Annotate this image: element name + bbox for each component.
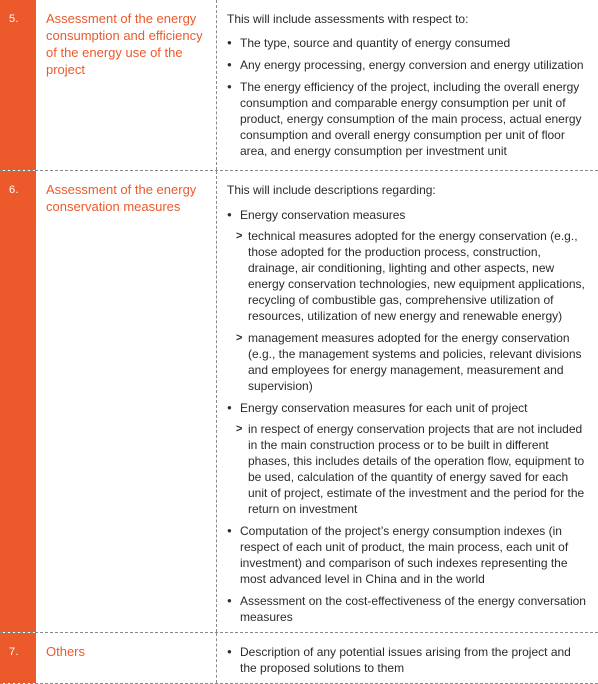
- row-number-cell: [0, 171, 36, 632]
- sub-list: [236, 421, 589, 517]
- row-number-cell: [0, 0, 36, 170]
- row-description: [227, 182, 589, 631]
- row-title: Assessment of the energy consumption and efficiency of the energy use of the project: [46, 11, 203, 77]
- column-divider: [216, 0, 217, 170]
- bullet-item: ● Description of any potential issues arising from the project and the proposed solutions to them: [227, 644, 589, 676]
- row-description: [227, 11, 589, 165]
- table-row: [0, 171, 598, 633]
- description-intro: This will include descriptions regarding:: [227, 183, 436, 197]
- column-divider: [216, 633, 217, 683]
- bullet-list: [227, 644, 589, 676]
- arrow-icon: >: [236, 230, 243, 242]
- table-row: [0, 633, 598, 684]
- bullet-item: ● Computation of the project’s energy consumption indexes (in respect of each unit of product, the main process, each unit of investment) and comparison of such indexes representing the most advanced level in China and in the world: [227, 523, 589, 587]
- sub-list: [236, 228, 589, 394]
- sub-item: [227, 421, 589, 517]
- bullet-list: [227, 207, 589, 625]
- bullet-item: ● Any energy processing, energy conversion and energy utilization: [227, 57, 589, 73]
- arrow-icon: >: [236, 423, 243, 435]
- sub-item-text: management measures adopted for the energy conservation (e.g., the management systems and policies, relevant divisions and employees for energy management, measurement and supervision): [248, 331, 582, 393]
- sub-item: [227, 228, 589, 324]
- bullet-item: ● Assessment on the cost-effectiveness of the energy conversation measures: [227, 593, 589, 625]
- row-number: 5.: [9, 13, 19, 25]
- bullet-list: [227, 35, 589, 159]
- bullet-item: ● The type, source and quantity of energy consumed: [227, 35, 589, 51]
- bullet-item: [227, 207, 589, 394]
- sub-item: [227, 330, 589, 394]
- bullet-item: ● The energy efficiency of the project, including the overall energy consumption and comparable energy consumption per unit of product, energy consumption of the main process, actual energy consumption and overall energy consumption per unit of floor area, and energy consumption per investment unit: [227, 79, 589, 159]
- row-title: Others: [46, 644, 86, 659]
- row-description: [227, 644, 589, 682]
- bullet-text: Energy conservation measures for each unit of project: [240, 401, 528, 415]
- row-number: 7.: [9, 646, 19, 658]
- row-number-cell: [0, 633, 36, 683]
- row-number: 6.: [9, 184, 19, 196]
- bullet-text: Energy conservation measures: [240, 208, 406, 222]
- arrow-icon: >: [236, 332, 243, 344]
- sub-item-text: in respect of energy conservation projects that are not included in the main construction process or to be built in different phases, this includes details of the operation flow, equipment to be used, calculation of the quantity of energy saved for each unit of project, estimate of the investment and the period for the return on investment: [248, 422, 585, 516]
- description-intro: This will include assessments with respect to:: [227, 12, 469, 26]
- bullet-item: [227, 400, 589, 517]
- row-title: Assessment of the energy conservation measures: [46, 182, 197, 214]
- table-row: [0, 0, 598, 171]
- column-divider: [216, 171, 217, 632]
- sub-item-text: technical measures adopted for the energy conservation (e.g., those adopted for the production process, construction, drainage, air conditioning, lighting and other aspects, new energy conservation technologies, new equipment applications, recycling of combustible gas, comprehensive utilization of resources, utilization of new energy and renewable energy): [248, 229, 585, 323]
